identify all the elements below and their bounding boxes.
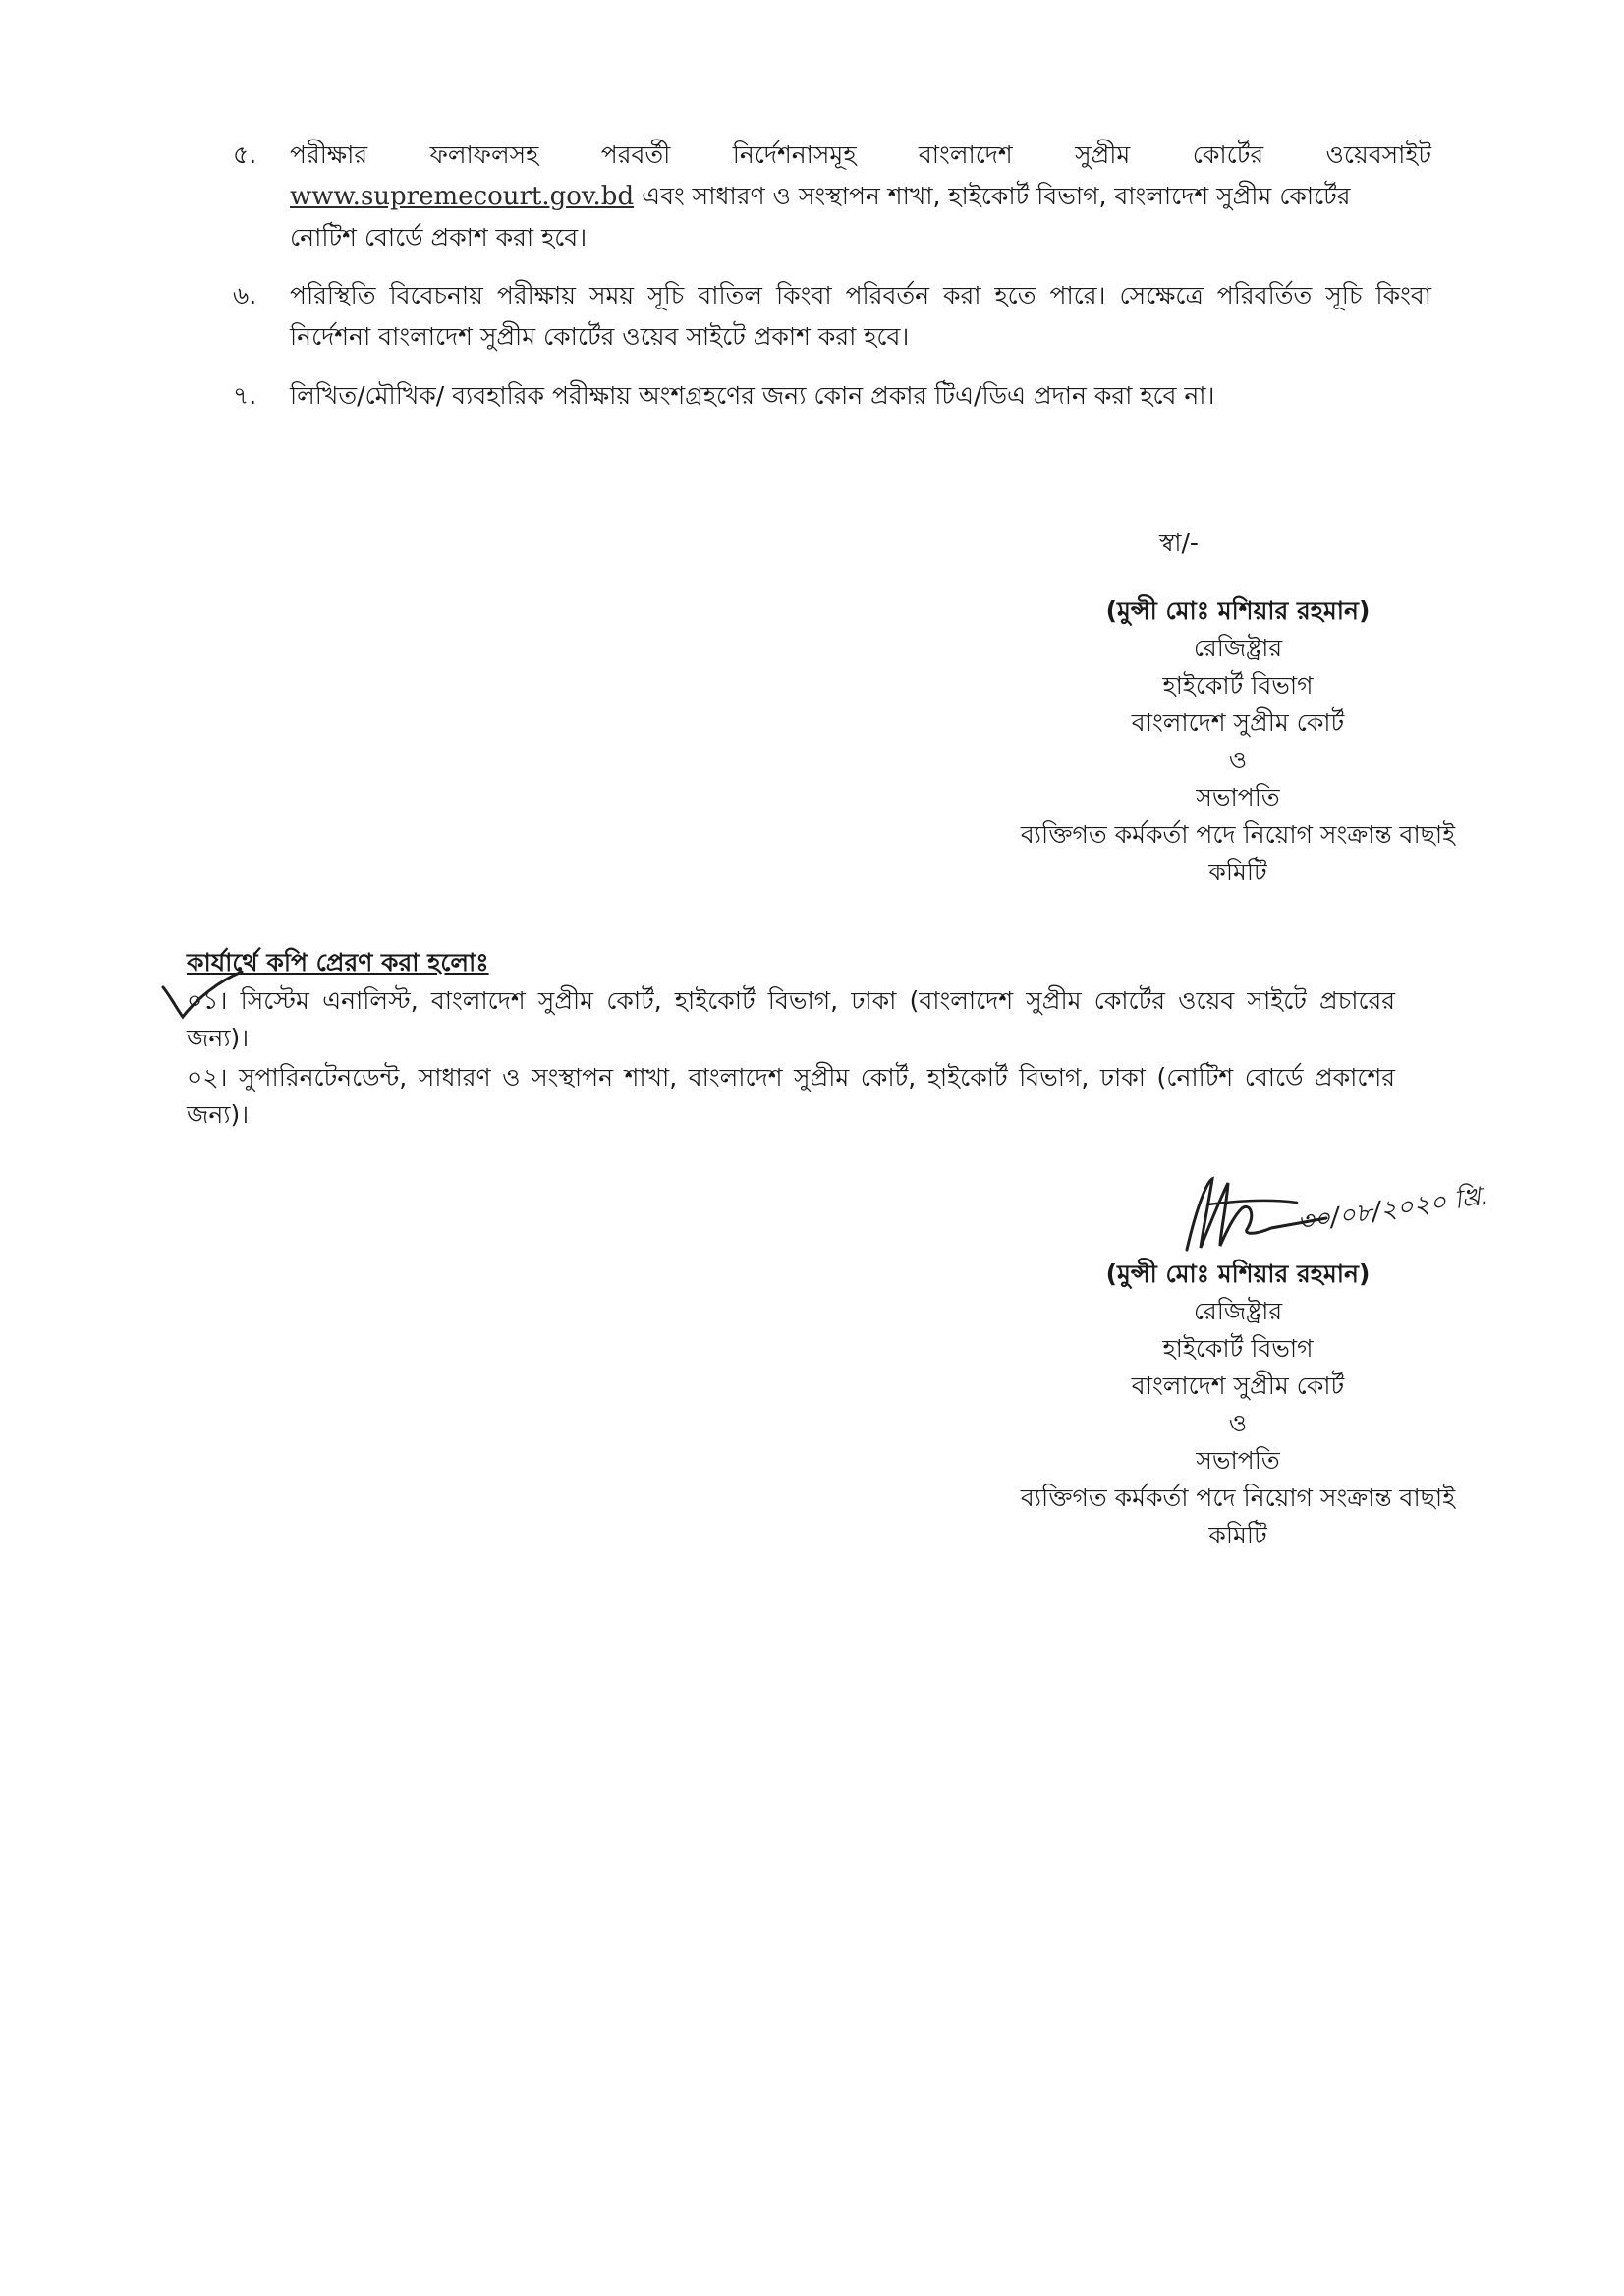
signatory-and: ও: [1228, 1409, 1248, 1437]
copy-entry: [187, 1059, 1395, 1134]
item-number: ৭.: [233, 381, 257, 410]
signatory-and: ও: [1228, 746, 1248, 774]
signatory-division: হাইকোর্ট বিভাগ: [1162, 1334, 1314, 1363]
item-text: [290, 375, 1431, 417]
signatory-committee: ব্যক্তিগত কর্মকর্তা পদে নিয়োগ সংক্রান্ত বাছাই: [1020, 820, 1456, 849]
signatory-name: (মুন্সী মোঃ মশিয়ার রহমান): [1105, 596, 1371, 625]
item-text: [290, 275, 1431, 358]
signatory-role: সভাপতি: [1196, 783, 1280, 812]
word: নির্দেশনাসমূহ: [732, 140, 857, 169]
word: পরীক্ষার: [290, 140, 368, 169]
signature-block: [924, 1256, 1552, 1554]
signatory-title: রেজিষ্ট্রার: [1193, 634, 1283, 662]
item-number: ৬.: [233, 281, 257, 309]
signatory-title: রেজিষ্ট্রার: [1193, 1297, 1283, 1325]
signature-block: [924, 592, 1552, 891]
copy-heading: কার্যার্থে কপি প্রেরণ করা হলোঃ: [187, 948, 489, 977]
word: বাংলাদেশ: [918, 140, 1013, 169]
item-number: ৫.: [233, 140, 257, 169]
signed-mark: স্বা/-: [1159, 529, 1199, 557]
signature-date: ৩০/০৮/২০২০ খ্রি.: [1295, 1181, 1491, 1238]
list-item: [233, 135, 1436, 262]
item-line: পরিস্থিতি বিবেচনায় পরীক্ষায় সময় সূচি বাতিল কিংবা পরিবর্তন করা হতে পারে। সেক্ষেত্রে পরিবর্তিত সূচি কিংবা: [290, 281, 1431, 309]
item-line: লিখিত/মৌখিক/ ব্যবহারিক পরীক্ষায় অংশগ্রহণের জন্য কোন প্রকার টিএ/ডিএ প্রদান করা হবে না।: [290, 381, 1215, 410]
signatory-name: (মুন্সী মোঃ মশিয়ার রহমান): [1105, 1260, 1371, 1288]
signatory-role: সভাপতি: [1196, 1446, 1280, 1475]
word: কোর্টের: [1192, 140, 1264, 169]
item-line: নির্দেশনা বাংলাদেশ সুপ্রীম কোর্টের ওয়েব সাইটে প্রকাশ করা হবে।: [290, 322, 910, 351]
signatory-court: বাংলাদেশ সুপ্রীম কোর্ট: [1131, 1372, 1345, 1400]
item-line-rest: এবং সাধারণ ও সংস্থাপন শাখা, হাইকোর্ট বিভাগ, বাংলাদেশ সুপ্রীম কোর্টের: [642, 182, 1351, 210]
item-text: [290, 135, 1431, 258]
copy-entry: [187, 982, 1395, 1057]
item-line: [290, 176, 1431, 217]
item-line: নোটিশ বোর্ডে প্রকাশ করা হবে।: [290, 223, 588, 252]
word: সুপ্রীম: [1075, 140, 1131, 169]
signatory-division: হাইকোর্ট বিভাগ: [1162, 671, 1314, 700]
word: পরবর্তী: [600, 140, 671, 169]
word: ফলাফলসহ: [429, 140, 539, 169]
list-item: [233, 375, 1436, 420]
copy-line: ০১। সিস্টেম এনালিস্ট, বাংলাদেশ সুপ্রীম কোর্ট, হাইকোর্ট বিভাগ, ঢাকা (বাংলাদেশ সুপ্রীম কোর্টের ওয়েব সাইটে প্রচারের: [187, 986, 1395, 1015]
list-item: [233, 275, 1436, 364]
website-link[interactable]: www.supremecourt.gov.bd: [290, 182, 635, 211]
signatory-court: বাংলাদেশ সুপ্রীম কোর্ট: [1131, 708, 1345, 737]
word: ওয়েবসাইট: [1325, 140, 1431, 169]
item-line: [290, 135, 1431, 176]
copy-line: জন্য)।: [187, 1024, 250, 1052]
signatory-committee: ব্যক্তিগত কর্মকর্তা পদে নিয়োগ সংক্রান্ত বাছাই: [1020, 1484, 1456, 1512]
copy-line: ০২। সুপারিনটেনডেন্ট, সাধারণ ও সংস্থাপন শাখা, বাংলাদেশ সুপ্রীম কোর্ট, হাইকোর্ট বিভাগ, ঢাকা (নোটিশ বোর্ডে প্রকাশের: [187, 1063, 1395, 1092]
copy-line: জন্য)।: [187, 1100, 250, 1129]
signatory-committee: কমিটি: [1208, 1521, 1267, 1549]
signatory-committee: কমিটি: [1208, 858, 1267, 886]
